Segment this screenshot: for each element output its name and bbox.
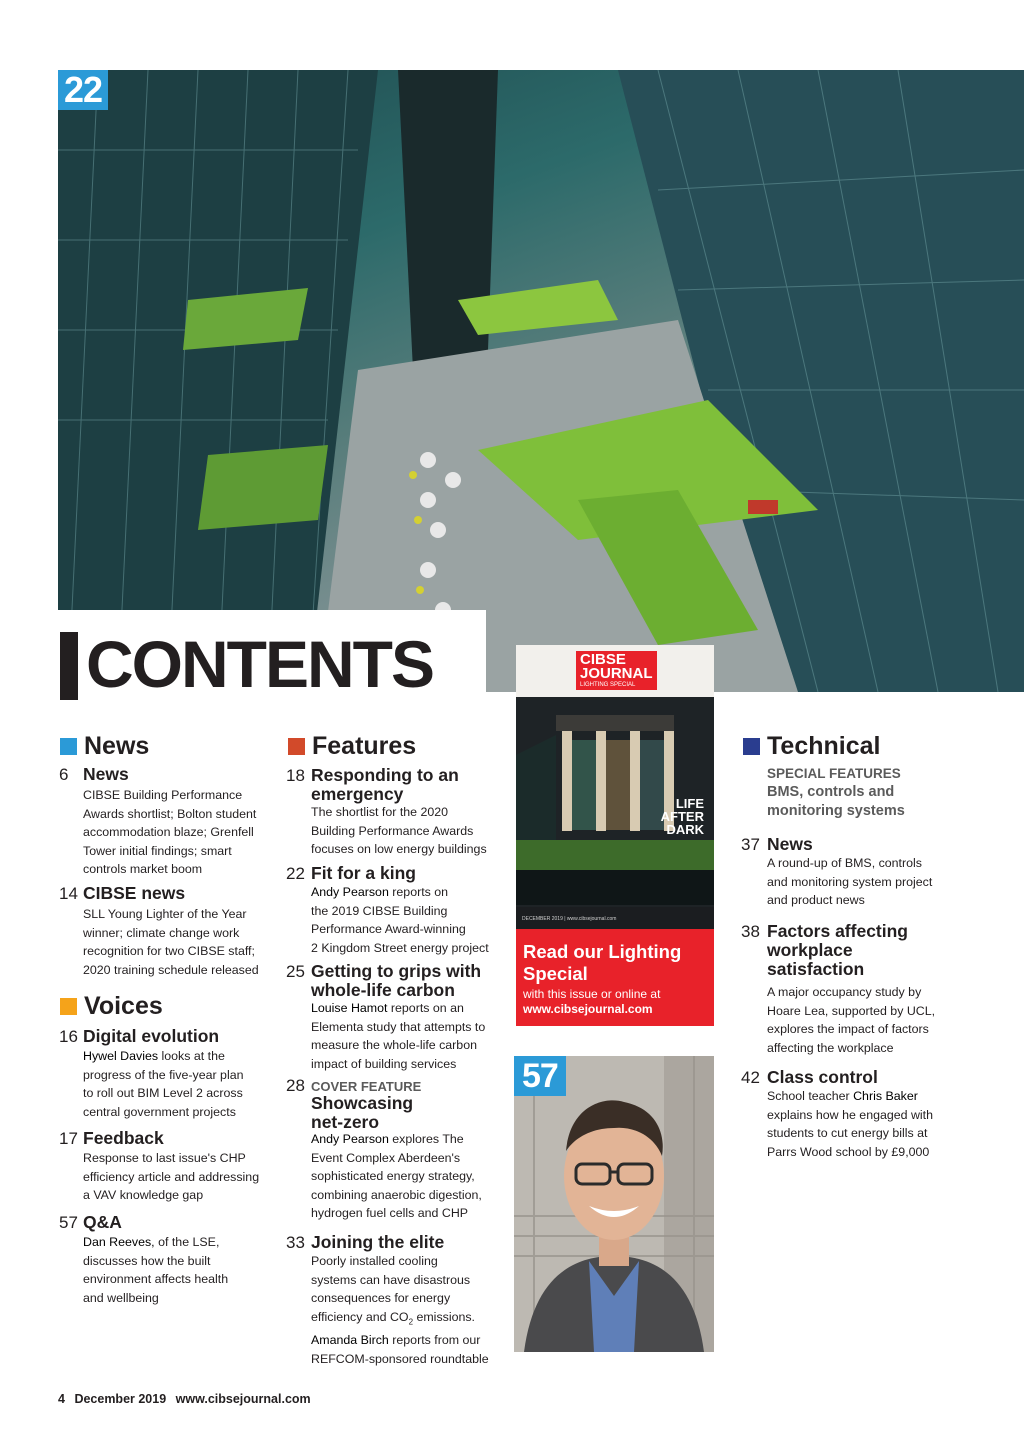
entry-body: Dan Reeves, of the LSE, discusses how the built environment affects health and wellbeing — [83, 1235, 229, 1305]
list-item[interactable] — [741, 835, 956, 913]
entry-body: A major occupancy study by Hoare Lea, supported by UCL, explores the impact of factors affecting the workplace — [767, 985, 936, 1055]
entry-page-number: 14 — [59, 884, 78, 903]
footer-page-number: 4 — [58, 1392, 65, 1406]
entry-title: News — [83, 764, 129, 784]
person-page-badge: 57 — [514, 1056, 566, 1096]
page-title: CONTENTS — [86, 627, 433, 701]
lighting-special-promo[interactable] — [516, 929, 714, 1026]
list-item[interactable] — [286, 766, 501, 858]
entry-body: Poorly installed cooling systems can have disastrous consequences for energy efficiency and $CO_2$ emissions. Amanda Birch reports from our REFCOM-sponsored roundtable — [311, 1254, 489, 1366]
section-features-heading: Features — [288, 732, 416, 760]
entry-body: Andy Pearson reports on the 2019 CIBSE Building Performance Award-winning 2 Kingdom Street energy project — [311, 885, 489, 955]
entry-page-number: 57 — [59, 1213, 78, 1232]
entry-body: SLL Young Lighter of the Year winner; climate change work recognition for two CIBSE staff; 2020 training schedule released — [83, 907, 259, 977]
entry-page-number: 17 — [59, 1129, 78, 1148]
author-name: Andy Pearson — [311, 1132, 389, 1146]
entry-title: Digital evolution — [83, 1026, 220, 1046]
portrait-photo — [514, 1056, 714, 1352]
cover-strap: DECEMBER 2019 | www.cibsejournal.com — [522, 916, 617, 922]
entry-page-number: 37 — [741, 835, 760, 854]
page-footer — [58, 1392, 311, 1406]
voices-square-icon — [60, 998, 77, 1015]
list-item[interactable] — [59, 1129, 269, 1207]
cover-feature-kicker: COVER FEATURE — [311, 1079, 422, 1094]
entry-body: A round-up of BMS, controls and monitoring system project and product news — [767, 856, 933, 907]
section-news-heading: News — [60, 732, 149, 760]
special-features-block[interactable] — [767, 766, 905, 821]
author-name: Louise Hamot — [311, 1001, 388, 1015]
portrait-illustration — [514, 1056, 714, 1352]
cover-headline: LIFE AFTER DARK — [660, 796, 704, 837]
hero-photo — [58, 70, 1024, 692]
list-item[interactable] — [59, 884, 269, 980]
list-item[interactable] — [286, 1232, 501, 1366]
list-item[interactable] — [286, 1077, 501, 1222]
promo-text: with this issue or online at — [523, 987, 661, 1001]
entry-page-number: 28 — [286, 1076, 305, 1095]
entry-body: Hywel Davies looks at the progress of the five-year plan to roll out BIM Level 2 across central government projects — [83, 1049, 244, 1119]
entry-body: The shortlist for the 2020 Building Performance Awards focuses on low energy buildings — [311, 805, 487, 856]
author-name: Andy Pearson — [311, 885, 389, 899]
list-item[interactable] — [59, 765, 269, 877]
entry-page-number: 33 — [286, 1233, 305, 1252]
entry-body: School teacher Chris Baker explains how he engaged with students to cut energy bills at Parrs Wood school by £9,000 — [767, 1089, 934, 1159]
cover-logo: CIBSE JOURNAL LIGHTING SPECIAL — [576, 651, 657, 690]
list-item[interactable] — [741, 922, 956, 1058]
entry-title: Class control — [767, 1067, 878, 1087]
entry-title: Feedback — [83, 1128, 164, 1148]
list-item[interactable] — [741, 1068, 956, 1164]
technical-square-icon — [743, 738, 760, 755]
entry-body: Louise Hamot reports on an Elementa study that attempts to measure the whole-life carbon impact of building services — [311, 1001, 486, 1071]
entry-body: Response to last issue's CHP efficiency article and addressing a VAV knowledge gap — [83, 1151, 260, 1202]
contents-title-bar — [60, 632, 78, 700]
entry-body: Andy Pearson explores The Event Complex Aberdeen's sophisticated energy strategy, combining anaerobic digestion, hydrogen fuel cells and CHP — [311, 1132, 482, 1220]
list-item[interactable] — [286, 962, 501, 1070]
news-square-icon — [60, 738, 77, 755]
entry-page-number: 22 — [286, 864, 305, 883]
features-square-icon — [288, 738, 305, 755]
magazine-cover[interactable] — [516, 645, 714, 929]
author-name: Chris Baker — [853, 1089, 918, 1103]
page-number-badge: 22 — [58, 70, 108, 110]
footer-url-link[interactable]: www.cibsejournal.com — [175, 1392, 311, 1406]
author-name: Amanda Birch — [311, 1333, 389, 1348]
entry-title: Getting to grips with whole-life carbon — [311, 961, 482, 1000]
section-voices-heading: Voices — [60, 992, 163, 1020]
special-features-kicker: SPECIAL FEATURES — [767, 766, 901, 781]
entry-title: Q&A — [83, 1212, 122, 1232]
promo-url-link[interactable]: www.cibsejournal.com — [523, 1002, 653, 1016]
entry-page-number: 18 — [286, 766, 305, 785]
entry-title: Joining the elite — [311, 1232, 445, 1252]
list-item[interactable] — [59, 1213, 269, 1309]
list-item[interactable] — [286, 864, 501, 958]
list-item[interactable] — [59, 1027, 269, 1123]
special-features-title: BMS, controls and monitoring systems — [767, 784, 905, 819]
entry-title: Factors affecting workplace satisfaction — [767, 921, 908, 979]
entry-page-number: 38 — [741, 922, 760, 941]
entry-page-number: 42 — [741, 1068, 760, 1087]
author-name: Dan Reeves, — [83, 1235, 155, 1249]
entry-body: CIBSE Building Performance Awards shortlist; Bolton student accommodation blaze; Grenfell Tower initial findings; smart controls market boom — [83, 788, 257, 876]
entry-title: News — [767, 834, 813, 854]
footer-date: December 2019 — [74, 1392, 167, 1406]
entry-title: Showcasing net-zero — [311, 1093, 414, 1132]
entry-page-number: 6 — [59, 765, 69, 784]
hero-photo-illustration — [58, 70, 1024, 692]
author-name: Hywel Davies — [83, 1049, 159, 1063]
entry-title: Fit for a king — [311, 863, 416, 883]
entry-title: CIBSE news — [83, 883, 186, 903]
promo-title: Read our Lighting Special — [523, 941, 682, 984]
section-technical-heading: Technical — [743, 732, 880, 760]
entry-page-number: 16 — [59, 1027, 78, 1046]
entry-page-number: 25 — [286, 962, 305, 981]
entry-title: Responding to an emergency — [311, 765, 459, 804]
